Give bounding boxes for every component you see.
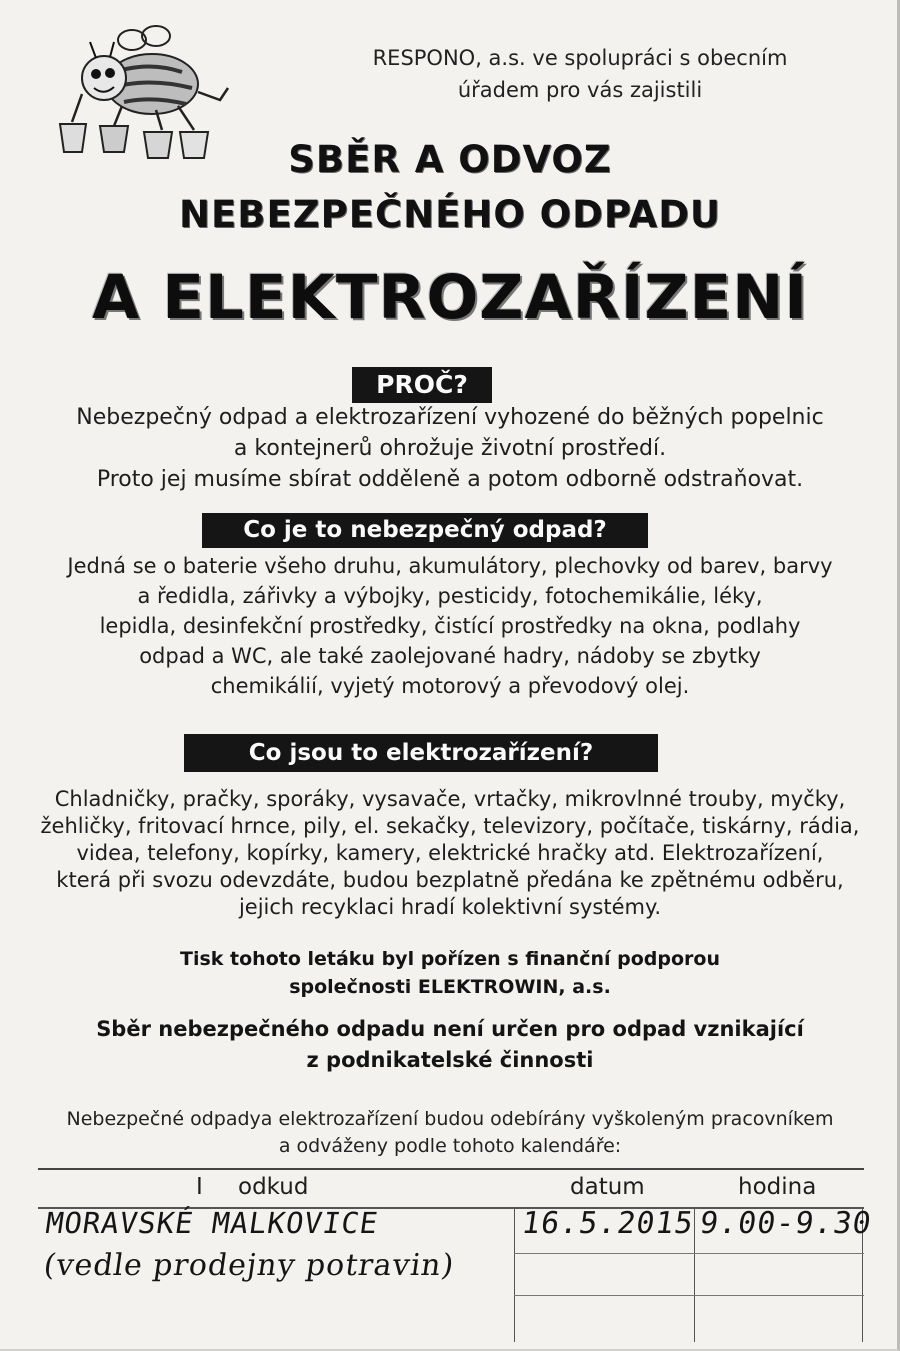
paragraph-line: chemikálií, vyjetý motorový a převodový olej. — [210, 674, 690, 698]
calendar-line: Nebezpečné odpadya elektrozařízení budou odebírány vyškoleným pracovníkem — [66, 1108, 834, 1130]
title-line-1: SBĚR A ODVOZ — [288, 138, 612, 181]
handwritten-date: 16.5.2015 — [519, 1206, 697, 1241]
title-line-2: NEBEZPEČNÉHO ODPADU — [179, 193, 721, 236]
warning-note — [20, 1014, 880, 1076]
warning-line: z podnikatelské činnosti — [306, 1048, 594, 1072]
support-line: Tisk tohoto letáku byl pořízen s finanční podporou — [180, 948, 720, 970]
handwritten-place-note: (vedle prodejny potravin) — [41, 1248, 457, 1283]
calendar-line: a odváženy podle tohoto kalendáře: — [278, 1135, 622, 1157]
paragraph-line: jejich recyklaci hradí kolektivní systémy. — [238, 895, 662, 919]
paragraph-line: a kontejnerů ohrožuje životní prostředí. — [233, 436, 667, 461]
paragraph-line: lepidla, desinfekční prostředky, čistící prostředky na okna, podlahy — [99, 614, 801, 638]
paragraph-line: a ředidla, zářivky a výbojky, pesticidy, fotochemikálie, léky, — [137, 584, 763, 608]
paragraph-line: žehličky, fritovací hrnce, pily, el. sekačky, televizory, počítače, tiskárny, rádia, — [40, 814, 860, 838]
table-divider — [514, 1207, 515, 1342]
support-note — [20, 945, 880, 1001]
intro-line: úřadem pro vás zajistili — [457, 78, 703, 102]
paragraph-line: videa, telefony, kopírky, kamery, elektrické hračky atd. Elektrozařízení, — [76, 841, 824, 865]
paragraph-line: Jedná se o baterie všeho druhu, akumulátory, plechovky od barev, barvy — [67, 554, 833, 578]
paragraph-line: odpad a WC, ale také zaolejované hadry, nádoby se zbytky — [139, 644, 761, 668]
paragraph-line: Nebezpečný odpad a elektrozařízení vyhozené do běžných popelnic — [76, 405, 824, 430]
table-divider — [514, 1295, 864, 1296]
column-header-date: datum — [570, 1174, 645, 1200]
intro-line: RESPONO, a.s. ve spolupráci s obecním — [372, 46, 788, 70]
heading-hazardous-waste: Co je to nebezpečný odpad? — [202, 513, 648, 548]
warning-line: Sběr nebezpečného odpadu není určen pro odpad vznikající — [96, 1017, 804, 1041]
paragraph-line: která při svozu odevzdáte, budou bezplatně předána ke zpětnému odběru, — [56, 868, 844, 892]
heading-electrical-equipment: Co jsou to elektrozařízení? — [184, 734, 658, 772]
handwritten-place: MORAVSKÉ MALKOVICE — [43, 1206, 381, 1240]
table-divider — [514, 1253, 864, 1254]
calendar-intro — [20, 1106, 880, 1160]
paragraph-line: Chladničky, pračky, sporáky, vysavače, vrtačky, mikrovlnné trouby, myčky, — [54, 787, 846, 811]
paragraph-hazardous-waste — [20, 551, 880, 701]
heading-proc: PROČ? — [352, 367, 492, 403]
title-line-3: A ELEKTROZAŘÍZENÍ — [91, 262, 809, 333]
paragraph-line: Proto jej musíme sbírat odděleně a potom odborně odstraňovat. — [96, 467, 804, 492]
column-marker: I — [196, 1174, 203, 1200]
column-header-time: hodina — [738, 1174, 817, 1200]
support-line: společnosti ELEKTROWIN, a.s. — [289, 976, 611, 998]
paragraph-proc — [20, 402, 880, 495]
paragraph-electrical-equipment — [20, 786, 880, 921]
handwritten-time: 9.00-9.30 — [697, 1206, 875, 1241]
column-header-from: odkud — [238, 1174, 309, 1200]
intro-text — [280, 42, 880, 106]
table-divider — [694, 1207, 695, 1342]
